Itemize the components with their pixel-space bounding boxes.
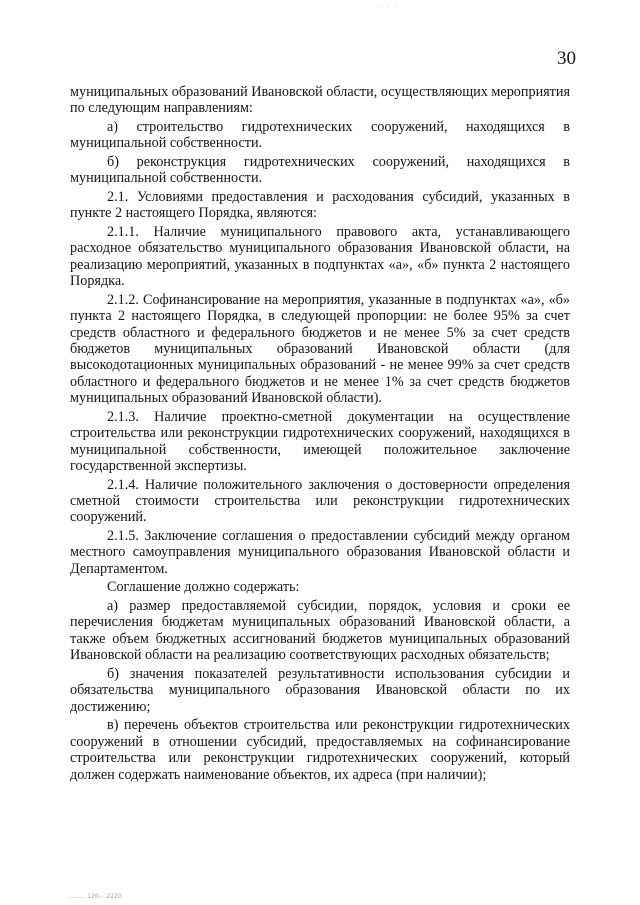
paragraph-agreement-a: а) размер предоставляемой субсидии, порядок, условия и сроки ее перечисления бюджетам муниципальных образований Ивановской области, а также объем бюджетных ассигнований бюджетов муниципальных образований Ивановской области на реализацию соответствующих расходных обязательств; — [70, 598, 570, 664]
paragraph-item-a: а) строительство гидротехнических сооружений, находящихся в муниципальной собственности. — [70, 119, 570, 152]
paragraph-2-1-4: 2.1.4. Наличие положительного заключения о достоверности определения сметной стоимости строительства или реконструкции гидротехнических сооружений. — [70, 476, 570, 526]
scan-mark: · · · — [378, 3, 400, 11]
footer-mark: ......... 120-...2220 — [68, 893, 122, 900]
paragraph-agreement-v: в) перечень объектов строительства или реконструкции гидротехнических сооружений в отношении субсидий, предоставляемых на софинансирование строительства или реконструкции гидротехнических сооружений, который должен содержать наименование объектов, их адреса (при наличии); — [70, 717, 570, 783]
page-number: 30 — [557, 48, 576, 69]
paragraph-agreement-heading: Соглашение должно содержать: — [107, 579, 300, 596]
document-body — [70, 84, 570, 785]
paragraph-2-1: 2.1. Условиями предоставления и расходования субсидий, указанных в пункте 2 настоящего Порядка, являются: — [70, 189, 570, 222]
paragraph-intro: муниципальных образований Ивановской области, осуществляющих мероприятия по следующим направлениям: — [70, 84, 570, 117]
paragraph-2-1-5: 2.1.5. Заключение соглашения о предоставлении субсидий между органом местного самоуправления муниципального образования Ивановской области и Департаментом. — [70, 528, 570, 577]
paragraph-item-b: б) реконструкция гидротехнических сооружений, находящихся в муниципальной собственности. — [70, 154, 570, 187]
paragraph-2-1-2: 2.1.2. Софинансирование на мероприятия, указанные в подпунктах «а», «б» пункта 2 настоящего Порядка, в следующей пропорции: не более 95% за счет средств областного и федерального бюджетов и не менее 5% за счет средств бюджетов муниципальных образований Ивановской области (для высокодотационных муниципальных образований - не менее 99% за счет средств областного и федерального бюджетов и не менее 1% за счет средств бюджетов муниципальных образований Ивановской области). — [70, 291, 570, 407]
paragraph-2-1-3: 2.1.3. Наличие проектно-сметной документации на осуществление строительства или реконструкции гидротехнических сооружений, находящихся в муниципальной собственности, имеющей положительное заключение государственной экспертизы. — [70, 408, 570, 475]
paragraph-agreement-b: б) значения показателей результативности использования субсидии и обязательства муниципального образования Ивановской области по их достижению; — [70, 665, 570, 715]
paragraph-2-1-1: 2.1.1. Наличие муниципального правового акта, устанавливающего расходное обязательство муниципального образования Ивановской области, на реализацию мероприятий, указанных в подпунктах «а», «б» пункта 2 настоящего Порядка. — [70, 224, 570, 290]
